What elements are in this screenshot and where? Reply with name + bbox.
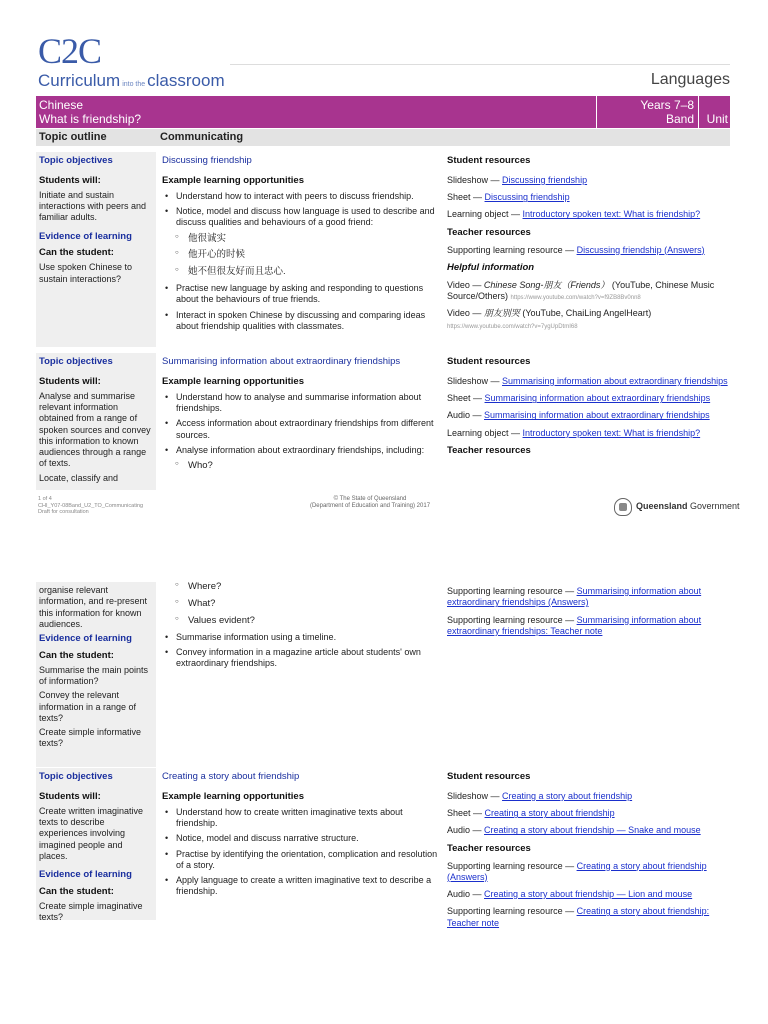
resource-item: Slideshow — Discussing friendship [447, 174, 588, 185]
objectives-cell-1 [36, 152, 156, 347]
subject-name: Chinese [39, 98, 84, 112]
activity-bullets [162, 392, 438, 456]
evidence-text: Convey the relevant information in a range of texts? [39, 690, 137, 723]
students-will-label: Students will: [39, 174, 101, 186]
analysis-questions [162, 581, 438, 627]
list-item: ○ Who? [162, 460, 438, 472]
unit-number: Unit [698, 96, 730, 128]
resource-link[interactable]: Introductory spoken text: What is friendship? [522, 209, 701, 220]
resource-link[interactable]: Creating a story about friendship: Teacher note [447, 906, 710, 928]
resource-item: Supporting learning resource — Summarising information about extraordinary friendships: Teacher note [447, 614, 702, 636]
list-item: • Understand how to analyse and summarise information about friendships. [162, 392, 438, 415]
table-subheader [36, 129, 730, 146]
resource-link[interactable]: Creating a story about friendship [484, 808, 615, 819]
activity-bullets-2 [162, 283, 438, 332]
resource-item: Sheet — Creating a story about friendship [447, 808, 615, 819]
activity-bullets [162, 632, 438, 670]
list-item: • Understand how to create written imaginative texts about friendship. [162, 807, 438, 830]
footer-doc-info [38, 496, 143, 516]
objectives-cell-2-cont [36, 582, 156, 767]
resource-link[interactable]: Creating a story about friendship — Lion and mouse [484, 889, 693, 899]
brand-tagline: Curriculum into the classroom [38, 71, 225, 90]
resources-cell-1 [447, 155, 731, 337]
video-item: Video — Chinese Song-朋友（Friends） (YouTube, Chinese Music Source/Others) https://www.youtube.com/watch?v=f9ZB8Bv0nn8 [447, 279, 715, 301]
activity-title: Creating a story about friendship [162, 771, 300, 782]
teacher-resources-heading: Teacher resources [447, 842, 531, 854]
list-item: • Summarise information using a timeline. [162, 632, 438, 643]
topic-objectives-heading: Topic objectives [39, 155, 113, 166]
student-resources-heading: Student resources [447, 356, 531, 367]
resource-link[interactable]: Discussing friendship (Answers) [576, 244, 705, 255]
student-resources-heading: Student resources [447, 155, 531, 166]
resource-link[interactable]: Creating a story about friendship (Answers) [447, 860, 707, 882]
resource-item: Audio — Creating a story about friendship — Lion and mouse [447, 889, 693, 899]
objective-text: Create written imaginative texts to describe experiences involving imagined people and places. [39, 805, 144, 861]
list-item: ○ Values evident? [162, 615, 438, 627]
unit-title: What is friendship? [39, 112, 142, 126]
resource-link[interactable]: Creating a story about friendship [502, 790, 633, 801]
c2c-brand [38, 31, 225, 91]
evidence-text: Create simple imaginative texts? [39, 900, 143, 922]
analysis-questions [162, 460, 438, 472]
list-item: • Analyse information about extraordinary friendships, including: [162, 445, 438, 456]
video-url[interactable]: https://www.youtube.com/watch?v=f9ZB8Bv0nn8 [510, 294, 641, 301]
learning-cell-3 [162, 771, 438, 902]
students-will-label: Students will: [39, 375, 101, 387]
qld-government-logo: Queensland Government [614, 498, 740, 516]
evidence-heading: Evidence of learning [39, 230, 132, 242]
draft-note: Draft for consultation [38, 509, 89, 515]
resource-link[interactable]: Discussing friendship [484, 192, 570, 203]
topic-outline-heading: Topic outline [39, 131, 107, 143]
learning-cell-2-cont [162, 581, 438, 673]
resource-item: Audio — Creating a story about friendship — Snake and mouse [447, 825, 701, 836]
student-resources-heading: Student resources [447, 771, 531, 782]
resource-item: Supporting learning resource — Summarising information about extraordinary friendships (Answers) [447, 586, 702, 608]
activity-bullets [162, 191, 438, 229]
year-level: Years 7–8 [640, 98, 694, 112]
resource-link[interactable]: Creating a story about friendship — Snake and mouse [484, 825, 701, 836]
list-item: • Practise new language by asking and responding to questions about the behaviours of true friends. [162, 283, 438, 306]
resources-cell-2-cont [447, 586, 731, 643]
list-item: • Notice, model and discuss how language is used to describe and discuss qualities and behaviours of a good friend: [162, 206, 438, 229]
list-item: • Apply language to create a written imaginative text to describe a friendship. [162, 875, 438, 898]
objectives-cell-3 [36, 768, 156, 920]
teacher-resources-heading: Teacher resources [447, 444, 531, 456]
unit-band [36, 96, 730, 128]
evidence-text: Summarise the main points of information? [39, 664, 149, 686]
resource-item: Slideshow — Creating a story about friendship [447, 790, 633, 801]
list-item: ○ 她不但很友好而且忠心. [162, 266, 438, 278]
list-item: • Access information about extraordinary friendships from different sources. [162, 418, 438, 441]
list-item: • Understand how to interact with peers to discuss friendship. [162, 191, 438, 202]
qld-crest-icon [614, 498, 632, 516]
evidence-heading: Evidence of learning [39, 633, 132, 644]
list-item: ○ Where? [162, 581, 438, 593]
example-opps-label: Example learning opportunities [162, 375, 304, 387]
resources-cell-2 [447, 356, 731, 460]
resource-link[interactable]: Summarising information about extraordinary friendships [484, 410, 710, 421]
doc-code: CHI_Y07-08Band_U2_TO_Communicating [38, 502, 144, 509]
topic-objectives-heading: Topic objectives [39, 771, 113, 782]
header-rule [230, 64, 730, 65]
page-gap [0, 530, 768, 572]
evidence-text: Create simple informative texts? [39, 727, 142, 749]
resource-item: Learning object — Introductory spoken text: What is friendship? [447, 427, 701, 438]
list-item: • Practise by identifying the orientation, complication and resolution of a story. [162, 849, 438, 872]
learning-cell-1 [162, 155, 438, 336]
video-item: Video — 朋友别哭 (YouTube, ChaiLing AngelHeart) https://www.youtube.com/watch?v=7ygUpDtmI68 [447, 308, 652, 330]
objective-text: Locate, classify and [39, 472, 119, 483]
strand-heading: Communicating [160, 131, 244, 143]
activity-bullets [162, 807, 438, 898]
resource-item: Sheet — Discussing friendship [447, 192, 570, 203]
resource-item: Learning object — Introductory spoken text: What is friendship? [447, 209, 701, 220]
objective-text: Analyse and summarise relevant information obtained from a range of spoken sources and convey this information to known audiences through a range of texts. [39, 390, 151, 469]
resource-link[interactable]: Summarising information about extraordinary friendships [502, 375, 728, 386]
list-item: • Convey information in a magazine article about students' own extraordinary friendships. [162, 647, 438, 670]
resource-link[interactable]: Summarising information about extraordinary friendships: Teacher note [447, 614, 702, 636]
c2c-logo: C2C [38, 31, 102, 71]
page-2 [0, 572, 768, 1024]
example-phrases [162, 233, 438, 279]
resource-item: Supporting learning resource — Creating a story about friendship (Answers) [447, 860, 707, 882]
footer-copyright: © The State of Queensland (Department of Education and Training) 2017 [309, 496, 431, 509]
learning-area: Languages [650, 71, 730, 88]
example-opps-label: Example learning opportunities [162, 174, 304, 186]
list-item: ○ 他很诚实 [162, 233, 438, 245]
evidence-text: Use spoken Chinese to sustain interactions? [39, 262, 133, 284]
list-item: ○ 他开心的时候 [162, 249, 438, 261]
resource-item: Audio — Summarising information about extraordinary friendships [447, 410, 710, 421]
objective-text: Initiate and sustain interactions with peers and familiar adults. [39, 189, 147, 223]
video-url[interactable]: https://www.youtube.com/watch?v=7ygUpDtmI68 [447, 323, 578, 330]
resource-item: Supporting learning resource — Discussing friendship (Answers) [447, 244, 705, 255]
list-item: • Interact in spoken Chinese by discussing and comparing ideas about friendship qualities with classmates. [162, 310, 438, 333]
resource-link[interactable]: Discussing friendship [502, 174, 588, 185]
page-number: 1 of 4 [38, 496, 52, 502]
topic-objectives-heading: Topic objectives [39, 356, 113, 367]
resource-link[interactable]: Introductory spoken text: What is friendship? [522, 427, 701, 438]
learning-cell-2 [162, 356, 438, 477]
example-opps-label: Example learning opportunities [162, 790, 304, 802]
evidence-heading: Evidence of learning [39, 869, 132, 880]
resource-link[interactable]: Summarising information about extraordinary friendships (Answers) [447, 586, 702, 608]
can-student-label: Can the student: [39, 649, 114, 661]
activity-title: Summarising information about extraordinary friendships [162, 356, 401, 367]
list-item: ○ What? [162, 598, 438, 610]
objective-text: organise relevant information, and re-present this information for known audiences. [39, 585, 148, 629]
band-label: Band [665, 112, 694, 126]
list-item: • Notice, model and discuss narrative structure. [162, 833, 438, 844]
objectives-cell-2 [36, 353, 156, 490]
resources-cell-3 [447, 771, 731, 935]
resource-item: Slideshow — Summarising information about extraordinary friendships [447, 375, 728, 386]
can-student-label: Can the student: [39, 885, 114, 897]
teacher-resources-heading: Teacher resources [447, 226, 531, 238]
resource-item: Supporting learning resource — Creating a story about friendship: Teacher note [447, 906, 710, 928]
students-will-label: Students will: [39, 790, 101, 802]
resource-item: Sheet — Summarising information about extraordinary friendships [447, 393, 711, 404]
helpful-info-heading: Helpful information [447, 261, 535, 273]
resource-link[interactable]: Summarising information about extraordinary friendships [484, 393, 711, 404]
can-student-label: Can the student: [39, 247, 114, 259]
activity-title: Discussing friendship [162, 155, 252, 166]
